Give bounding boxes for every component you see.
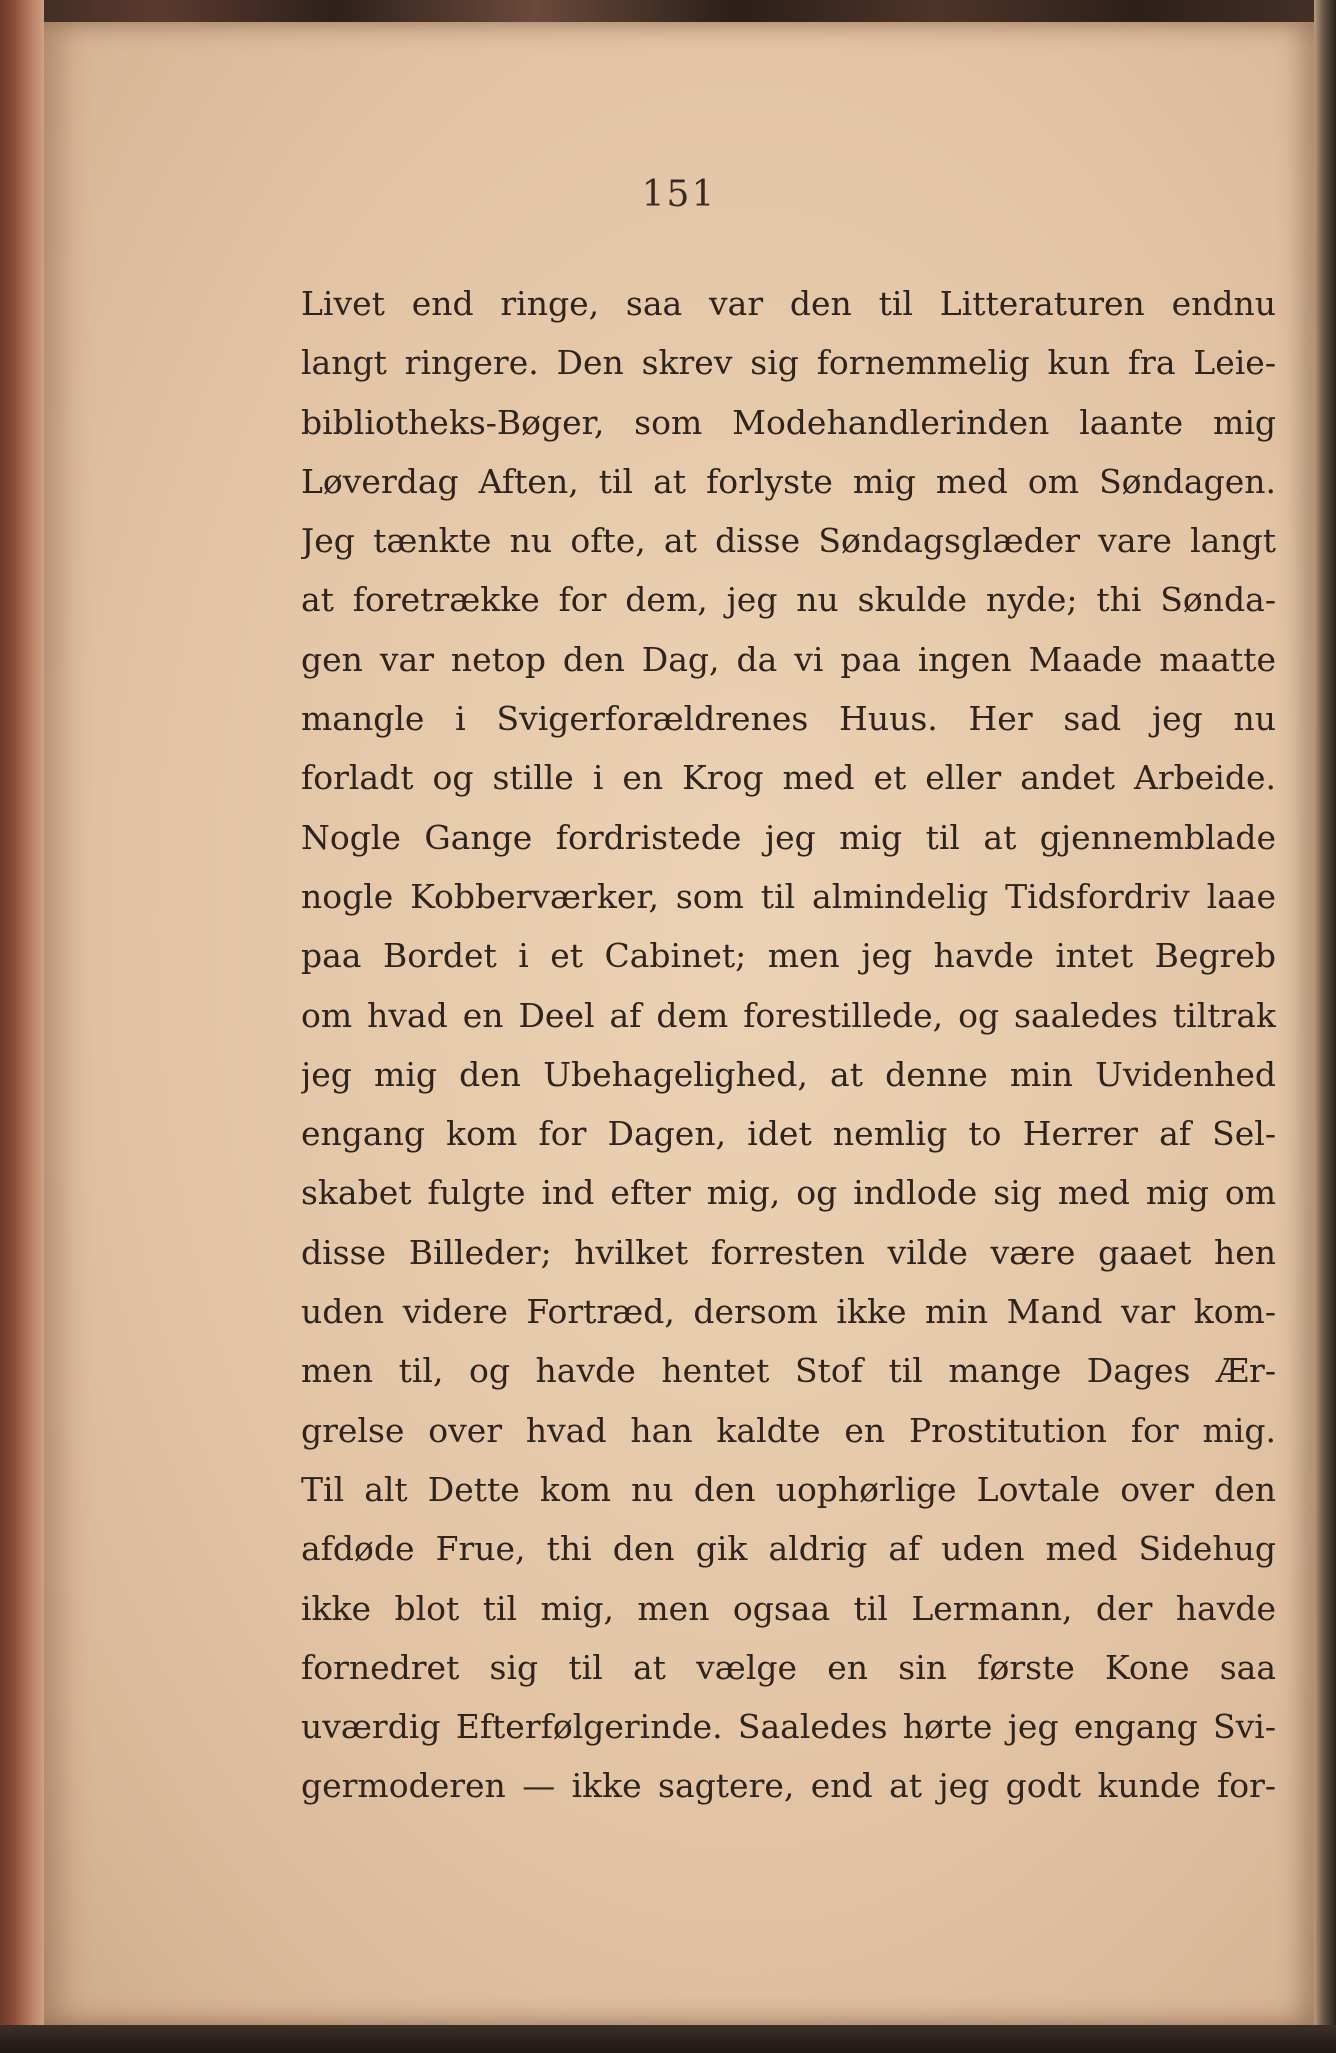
text-line: bibliotheks-Bøger, som Modehandlerinden laante mig	[301, 402, 1276, 442]
page-number: 151	[641, 174, 717, 215]
text-line: grelse over hvad han kaldte en Prostitution for mig.	[301, 1410, 1276, 1450]
text-line: skabet fulgte ind efter mig, og indlode sig med mig om	[301, 1173, 1276, 1213]
text-line: Til alt Dette kom nu den uophørlige Lovtale over den	[301, 1469, 1276, 1509]
book-page	[44, 22, 1314, 2025]
text-line: Nogle Gange fordristede jeg mig til at gjennemblade	[301, 817, 1276, 857]
text-line: mangle i Svigerforældrenes Huus. Her sad jeg nu	[301, 699, 1276, 739]
book-right-edge	[1314, 0, 1336, 2053]
text-line: disse Billeder; hvilket forresten vilde være gaaet hen	[301, 1232, 1276, 1272]
text-line: Løverdag Aften, til at forlyste mig med om Søndagen.	[301, 461, 1276, 501]
text-line: om hvad en Deel af dem forestillede, og saaledes tiltrak	[301, 995, 1276, 1035]
text-line: uværdig Efterfølgerinde. Saaledes hørte jeg engang Svi-	[301, 1707, 1276, 1747]
book-spine-edge	[0, 0, 44, 2053]
text-line: langt ringere. Den skrev sig fornemmelig kun fra Leie-	[301, 343, 1276, 383]
book-bottom-edge	[0, 2025, 1336, 2053]
text-line: germoderen — ikke sagtere, end at jeg godt kunde for-	[301, 1766, 1276, 1806]
text-line: fornedret sig til at vælge en sin første Kone saa	[301, 1647, 1276, 1687]
text-line: Livet end ringe, saa var den til Litteraturen endnu	[301, 284, 1276, 323]
text-line: nogle Kobberværker, som til almindelig Tidsfordriv laae	[301, 876, 1276, 916]
text-line: afdøde Frue, thi den gik aldrig af uden med Sidehug	[301, 1529, 1276, 1569]
text-line: engang kom for Dagen, idet nemlig to Herrer af Sel-	[301, 1114, 1276, 1154]
text-line: ikke blot til mig, men ogsaa til Lermann, der havde	[301, 1588, 1276, 1628]
text-line: Jeg tænkte nu ofte, at disse Søndagsglæder vare langt	[301, 521, 1276, 561]
text-line: jeg mig den Ubehagelighed, at denne min Uvidenhed	[301, 1054, 1276, 1094]
body-text	[301, 274, 1276, 1816]
text-line: gen var netop den Dag, da vi paa ingen Maade maatte	[301, 639, 1276, 679]
text-line: forladt og stille i en Krog med et eller andet Arbeide.	[301, 758, 1276, 798]
text-line: at foretrække for dem, jeg nu skulde nyde; thi Sønda-	[301, 580, 1276, 620]
text-line: paa Bordet i et Cabinet; men jeg havde intet Begreb	[301, 936, 1276, 976]
text-line: men til, og havde hentet Stof til mange Dages Ær-	[301, 1351, 1276, 1391]
text-line: uden videre Fortræd, dersom ikke min Mand var kom-	[301, 1292, 1276, 1332]
